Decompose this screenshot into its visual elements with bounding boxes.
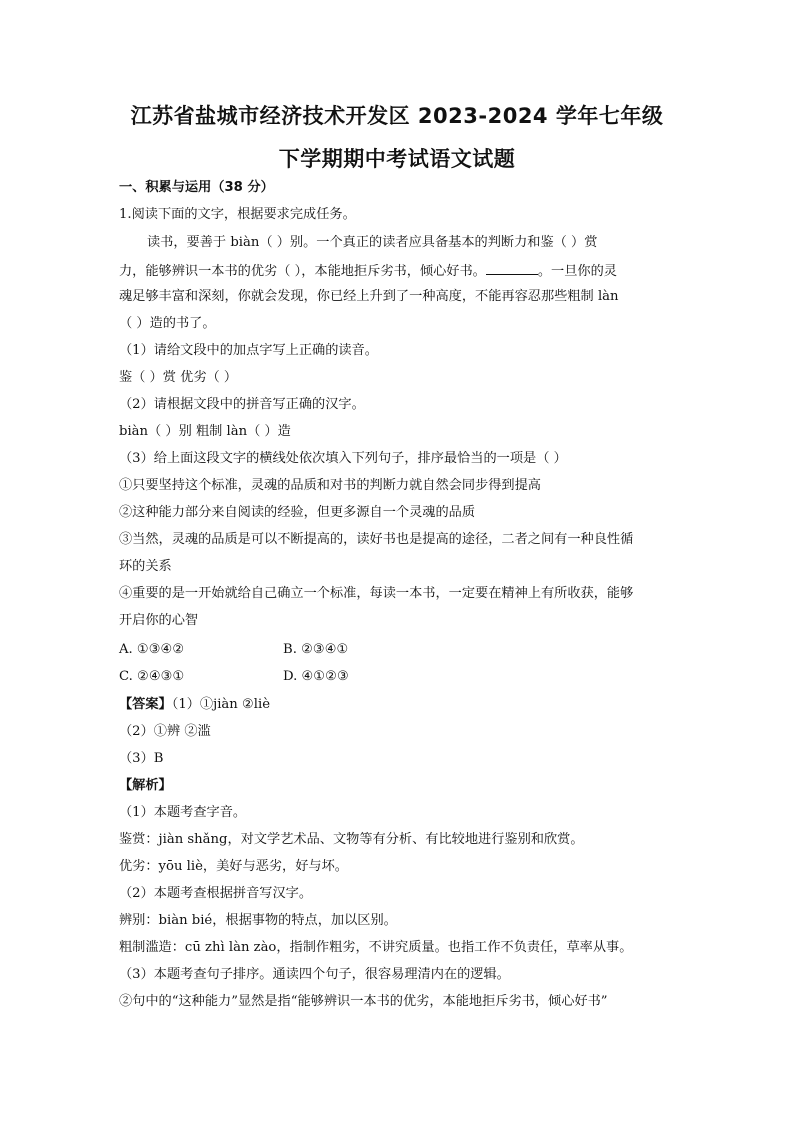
fill-blank: [486, 262, 538, 275]
passage-line: [119, 262, 617, 280]
answer-text: （1）①jiàn ②liè: [171, 697, 271, 712]
answer-line-1: [119, 697, 270, 713]
analysis-line: 鉴赏：jiàn shǎng，对文学艺术品、文物等有分析、有比较地进行鉴别和欣赏。: [119, 832, 584, 847]
sub-question-1: （1）请给文段中的加点字写上正确的读音。: [119, 343, 378, 358]
analysis-line: （2）本题考查根据拼音写汉字。: [119, 886, 313, 901]
answer-line-3: （3）B: [119, 751, 164, 766]
analysis-line: 辨别：biàn bié，根据事物的特点，加以区别。: [119, 913, 397, 928]
doc-title-line1: 江苏省盐城市经济技术开发区 2023-2024 学年七年级: [130, 104, 664, 128]
analysis-line: ②句中的“这种能力”显然是指“能够辨识一本书的优劣，本能地拒斥劣书，倾心好书”: [119, 994, 608, 1009]
passage-text: 力，能够辨识一本书的优劣（ ），本能地拒斥劣书，倾心好书。: [119, 264, 486, 279]
option-c: C. ②④③①: [119, 669, 185, 684]
passage-text: 。一旦你的灵: [537, 264, 617, 279]
sentence-item: 环的关系: [119, 559, 172, 574]
sentence-item: ②这种能力部分来自阅读的经验，但更多源自一个灵魂的品质: [119, 505, 476, 520]
option-b: B. ②③④①: [283, 642, 349, 657]
analysis-line: 优劣：yōu liè，美好与恶劣，好与坏。: [119, 859, 348, 874]
sub-question-1-items: 鉴（ ）赏 优劣（ ）: [119, 370, 238, 385]
sub-question-2-items: biàn（ ）别 粗制 làn（ ）造: [119, 424, 291, 439]
analysis-line: 粗制滥造：cū zhì làn zào，指制作粗劣，不讲究质量。也指工作不负责任，草率从事。: [119, 940, 633, 955]
sub-question-3: （3）给上面这段文字的横线处依次填入下列句子，排序最恰当的一项是（ ）: [119, 451, 567, 466]
sentence-item: ③当然，灵魂的品质是可以不断提高的，读好书也是提高的途径，二者之间有一种良性循: [119, 532, 634, 547]
passage-line: （ ）造的书了。: [119, 316, 216, 331]
question-stem: 1.阅读下面的文字，根据要求完成任务。: [119, 207, 356, 222]
option-d: D. ④①②③: [283, 669, 349, 684]
analysis-line: （1）本题考查字音。: [119, 805, 247, 820]
doc-title-line2: 下学期期中考试语文试题: [278, 147, 516, 171]
sub-question-2: （2）请根据文段中的拼音写正确的汉字。: [119, 397, 365, 412]
sentence-item: ①只要坚持这个标准，灵魂的品质和对书的判断力就自然会同步得到提高: [119, 478, 541, 493]
section-heading: 一、积累与运用（38 分）: [119, 180, 274, 195]
answer-label: 【答案】: [119, 697, 172, 712]
analysis-label: 【解析】: [119, 778, 172, 793]
answer-line-2: （2）①辨 ②滥: [119, 724, 211, 739]
option-a: A. ①③④②: [119, 642, 185, 657]
passage-line: 读书，要善于 biàn（ ）别。一个真正的读者应具备基本的判断力和鉴（ ）赏: [147, 235, 598, 250]
analysis-line: （3）本题考查句子排序。通读四个句子，很容易理清内在的逻辑。: [119, 967, 510, 982]
sentence-item: ④重要的是一开始就给自己确立一个标准，每读一本书，一定要在精神上有所收获，能够: [119, 586, 634, 601]
sentence-item: 开启你的心智: [119, 613, 199, 628]
passage-line: 魂足够丰富和深刻，你就会发现，你已经上升到了一种高度，不能再容忍那些粗制 làn: [119, 289, 619, 304]
